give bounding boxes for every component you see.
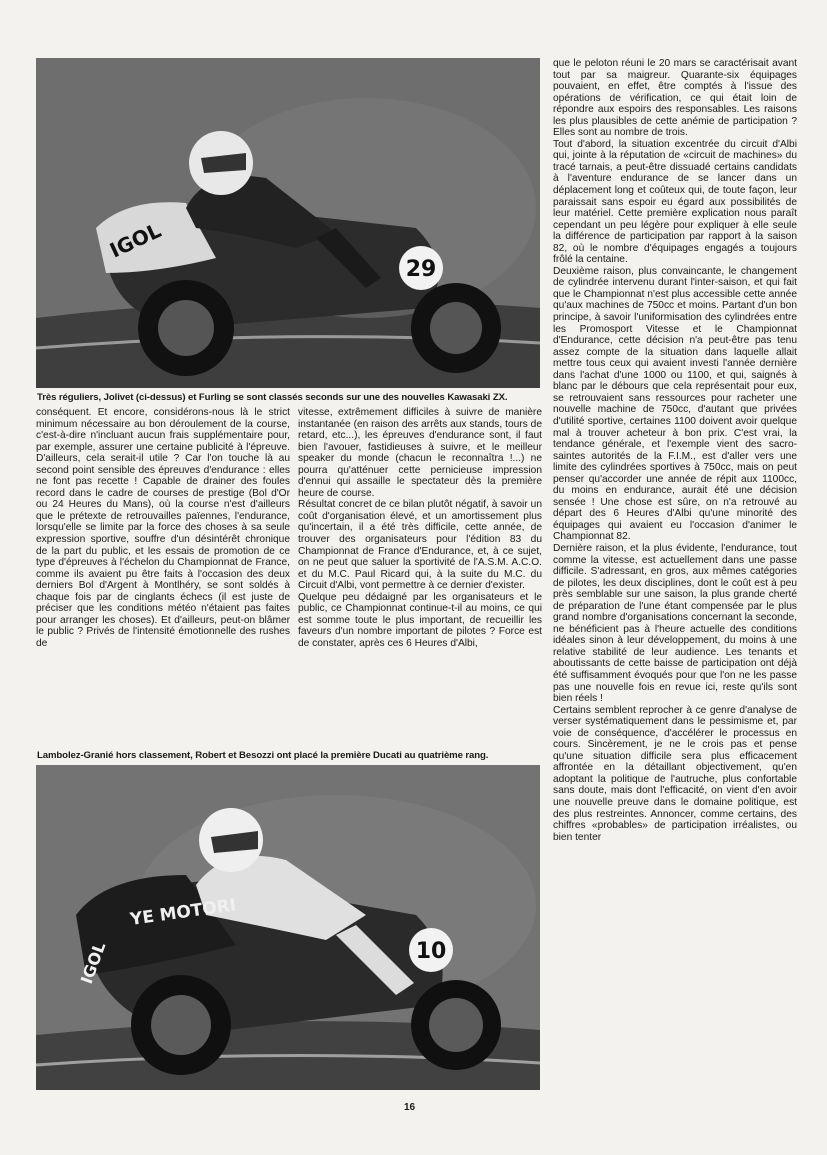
- race-number-29: 29: [405, 257, 437, 282]
- column-2-paragraph-2: Résultat concret de ce bilan plutôt négatif, à savoir un coût d'organisation élevé, et un amortissement plus qu'incertain, il a été très difficile, cette année, de trouver des organisateurs pour l'édition 83 du Championnat de France d'Endurance, et, à ce sujet, on ne peut que saluer la sportivité de l'A.S.M. A.C.O. et du M.C. Paul Ricard qui, à la suite du M.C. du Circuit d'Albi, vont permettre à ce dernier d'exister.: [298, 499, 542, 592]
- fairing-sponsor-text: YE MOTORI: [128, 895, 238, 930]
- race-number-10: 10: [415, 939, 447, 964]
- column-3-paragraph-2: Tout d'abord, la situation excentrée du circuit d'Albi qui, jointe à la réputation de «circuit de machines» du tracé tarnais, a peut-être dissuadé certains candidats à l'aventure endurance de se lancer dans un déplacement long et coûteux qui, de toute façon, leur paraissait sans espoir eu égard aux possibilités de leur matériel. Cette première explication nous paraît cependant un peu légère pour expliquer à elle seule la différence de participation par rapport à la saison 82, où le nombre d'équipages engagés a toujours frôlé la centaine.: [553, 138, 797, 266]
- fairing-logo: IGOL: [76, 939, 110, 987]
- column-2-paragraph-3: Quelque peu dédaigné par les organisateurs et le public, ce Championnat continue-t-il au moins, ce qui est somme toute le plus important, de recueillir les faveurs d'un nombre important de pilotes ? Force est de constater, après ces 6 Heures d'Albi,: [298, 591, 542, 649]
- motorcycle-10-illustration: [36, 765, 540, 1090]
- motorcycle-29-illustration: [36, 58, 540, 388]
- page-number: 16: [404, 1102, 416, 1113]
- column-2-paragraph-1: vitesse, extrêmement difficiles à suivre de manière instantanée (en raison des arrêts aux stands, tours de retard, etc...), les épreuves d'endurance sont, il faut bien l'avouer, fastidieuses à suivre, et le meilleur speaker du monde (chacun le reconnaîtra !...) ne pourra qu'atténuer cette pernicieuse impression d'ennui qui assaille le spectateur dès la première heure de course.: [298, 407, 542, 499]
- column-2: [298, 407, 542, 747]
- photo-bottom: [36, 765, 540, 1090]
- column-3-paragraph-4: Dernière raison, et la plus évidente, l'endurance, tout comme la vitesse, est actuellement dans une passe difficile. S'adressant, en gros, aux mêmes catégories de pilotes, les deux disciplines, dont le coût est à peu près semblable sur une saison, la plus grande cherté de préparation de l'une étant compensée par le plus grand nombre d'organisations concernant la seconde, ne bénéficient pas à l'heure actuelle des conditions idéales sinon à leur développement, du moins à une relative stabilité de leur audience. Les tenants et aboutissants de cette baisse de participation ont déjà été suffisamment évoqués pour que l'on ne les passe pas une nouvelle fois en revue ici, reste qu'ils sont bien réels !: [553, 542, 797, 705]
- column-1: [36, 407, 290, 747]
- caption-bottom: Lambolez-Granié hors classement, Robert et Besozzi ont placé la première Ducati au quatrième rang.: [37, 750, 489, 761]
- fairing-logo: IGOL: [105, 218, 165, 263]
- photo-top: [36, 58, 540, 388]
- column-3: [553, 58, 797, 1090]
- column-3-paragraph-3: Deuxième raison, plus convaincante, le changement de cylindrée intervenu durant l'inter-saison, et qui fait que le Championnat n'est plus accessible cette année qu'aux machines de 750cc et moins. Partant d'un bon principe, à savoir l'uniformisation des cylindrées entre les Promosport Vitesse et le Championnat d'Endurance, cette décision n'a peut-être pas tenu assez compte de la situation dans laquelle allait mettre tous ceux qui avaient investi l'année dernière dans l'achat d'une 1000 ou 1100, et qui, saignés à blanc par le débours que cela représentait pour eux, se retrouvaient sans ressources pour racheter une nouvelle machine de 750cc, d'autant que privées d'utilité sportive, certaines 1100 doivent avoir quelque mal à trouver acheteur à bon prix. C'est vrai, la tendance générale, et l'exemple vient des sacro-saintes autorités de la F.I.M., est d'aller vers une limite des cylindrées sportives à 750cc, mais on peut penser qu'accorder une année de répit aux 1100cc, du moins en endurance, aurait été une décision sensée ! Une chose est sûre, on n'a retrouvé au départ des 6 Heures d'Albi qu'une minorité des équipages qui avaient eu l'occasion d'animer le Championnat 82.: [553, 265, 797, 543]
- caption-top: Très réguliers, Jolivet (ci-dessus) et Furling se sont classés seconds sur une des nouvelles Kawasaki ZX.: [37, 392, 508, 403]
- column-3-paragraph-5: Certains semblent reprocher à ce genre d'analyse de verser systématiquement dans le pessimisme et, par voie de conséquence, d'accélérer le processus en cours. Sincèrement, je ne le crois pas et pense qu'une situation difficile sera plus efficacement affrontée en la détaillant objectivement, qu'en adoptant la politique de l'autruche, plus confortable sans doute, mais dont l'efficacité, on vient d'en avoir une nouvelle preuve dans le domaine politique, est des plus restreintes. Annoncer, comme certains, des chiffres «probables» de participation irréalistes, ou bien tenter: [553, 704, 797, 843]
- column-1-paragraph: conséquent. Et encore, considérons-nous là le strict minimum nécessaire au bon déroulement de la course, c'est-à-dire n'incluant aucun frais supplémentaire pour, par exemple, assurer une certaine publicité à l'épreuve. D'ailleurs, cela serait-il utile ? Car l'on touche là au second point sensible des épreuves d'endurance : elles ne font pas recette ! Capable de drainer des foules record dans le cadre de courses de prestige (Bol d'Or ou 24 Heures du Mans), où la course n'est d'ailleurs que le prétexte de retrouvailles païennes, l'endurance, lorsqu'elle se limite par la force des choses à sa seule expression sportive, souffre d'un désintérêt chronique de la part du public, et les essais de promotion de ce type d'épreuves à l'échelon du Championnat de France, comme ils avaient pu être faits à l'occasion des deux derniers Bol d'Argent à Montlhéry, se sont soldés à chaque fois par de cinglants échecs (il est juste de préciser que les conditions météo n'étaient pas faites pour arranger les choses). Et d'ailleurs, peut-on blâmer le public ? Privés de l'intensité émotionnelle des rushes de: [36, 407, 290, 649]
- column-3-paragraph-1: que le peloton réuni le 20 mars se caractérisait avant tout par sa maigreur. Quarante-six équipages pouvaient, en effet, être comptés à l'issue des opérations de vérification, ce qui était loin de répondre aux espoirs des responsables. Les raisons les plus plausibles de cette anémie de participation ? Elles sont au nombre de trois.: [553, 58, 797, 139]
